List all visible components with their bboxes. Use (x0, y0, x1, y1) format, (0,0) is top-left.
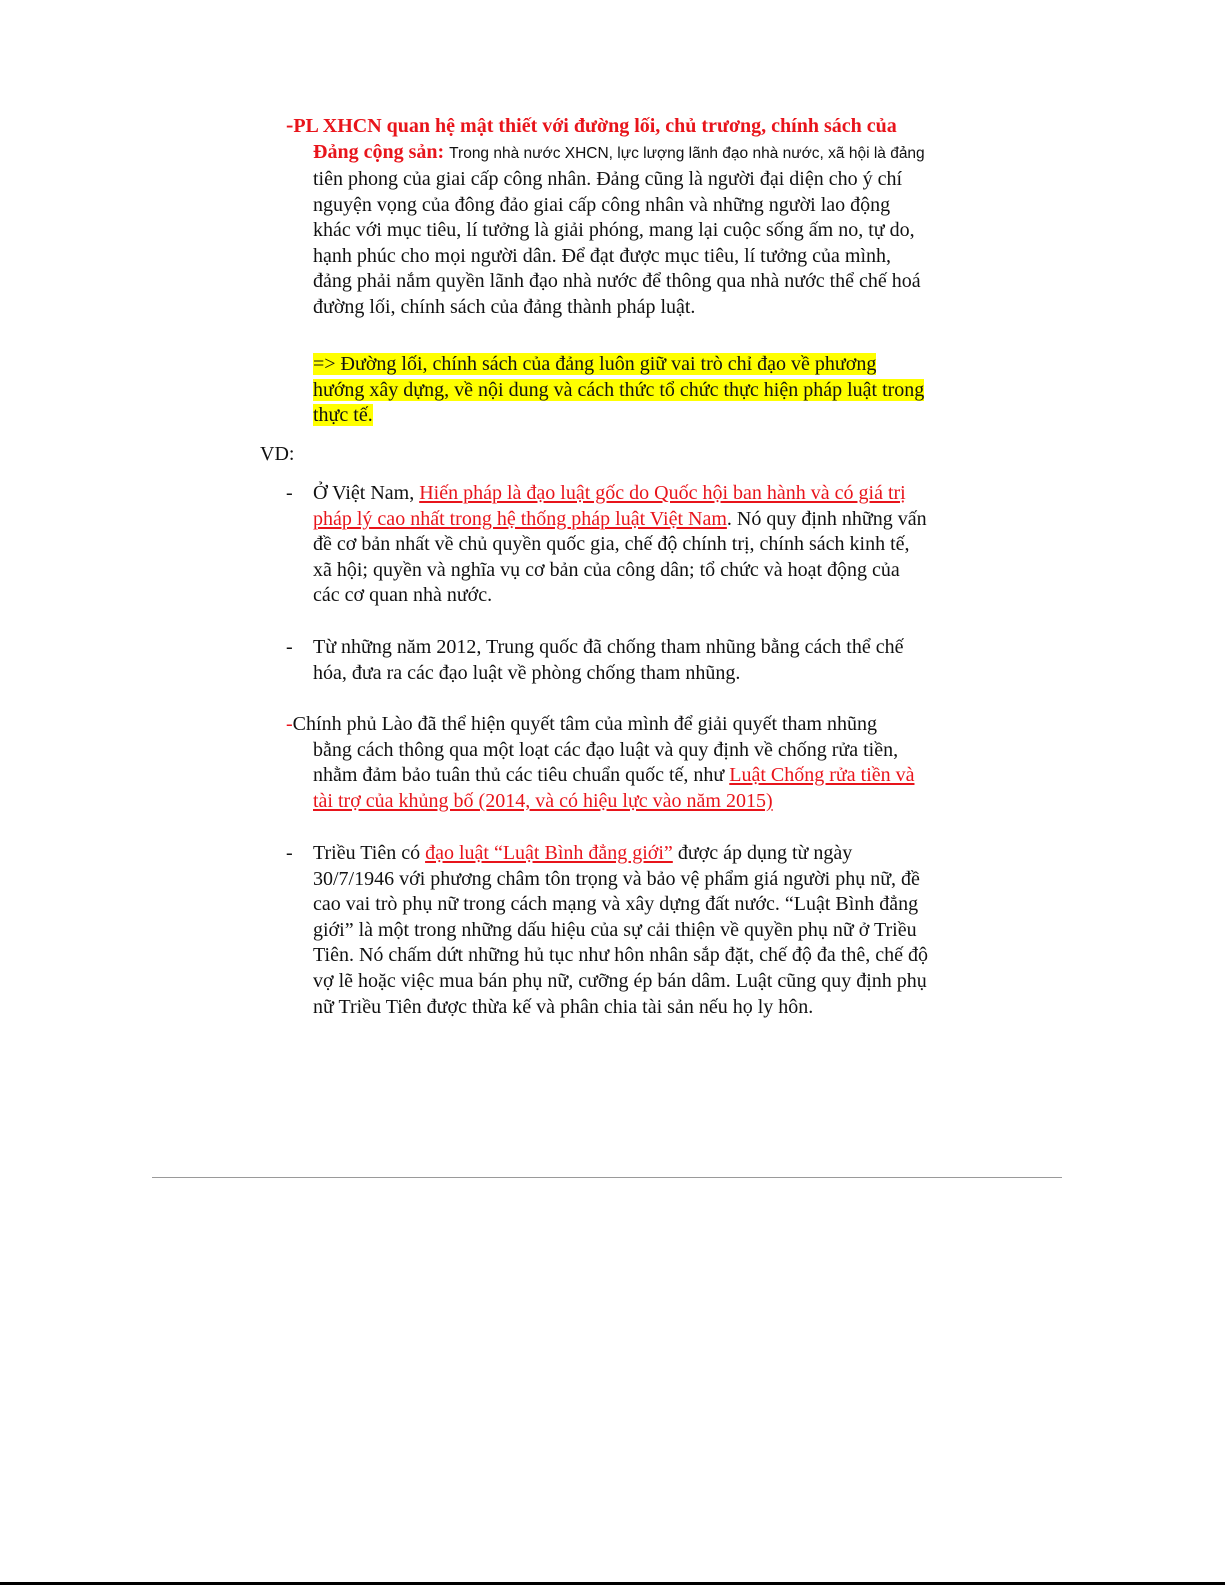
item-text: Ở Việt Nam, (313, 482, 420, 504)
page-divider (152, 1177, 1062, 1178)
item-line: xã hội; quyền và nghĩa vụ cơ bản của công dân; tổ chức và hoạt động của (313, 558, 900, 581)
item-line: cao vai trò phụ nữ trong cách mạng và xây dựng đất nước. “Luật Bình đẳng (313, 893, 919, 916)
list-dash: - (286, 842, 293, 864)
section-body (286, 167, 986, 321)
item-line: hóa, đưa ra các đạo luật về phòng chống tham nhũng. (313, 661, 741, 684)
heading-title: PL XHCN quan hệ mật thiết với đường lối, chủ trương, chính sách của (293, 115, 897, 137)
vd-label: VD: (260, 443, 295, 465)
item-line: 30/7/1946 với phương châm tôn trọng và bảo vệ phẩm giá người phụ nữ, đề (313, 867, 920, 890)
highlight-conclusion (313, 352, 993, 429)
item-line: các cơ quan nhà nước. (313, 584, 493, 607)
section-party-relation (286, 112, 986, 321)
heading-line-1 (286, 112, 986, 140)
highlight-line: thực tế. (313, 404, 373, 427)
list-item-vietnam (313, 481, 993, 609)
highlight-line: => Đường lối, chính sách của đảng luôn giữ vai trò chỉ đạo về phương (313, 353, 877, 375)
gender-equality-law-link[interactable]: đạo luật “Luật Bình đẳng giới” (425, 842, 673, 864)
item-line: bằng cách thông qua một loạt các đạo luật và quy định về chống rửa tiền, (313, 738, 899, 761)
body-line: khác với mục tiêu, lí tưởng là giải phóng, mang lại cuộc sống ấm no, tự do, (313, 219, 915, 242)
item-text: nhằm đảm bảo tuân thủ các tiêu chuẩn quốc tế, như (313, 764, 730, 787)
heading-dash: - (286, 112, 294, 137)
list-item-laos (286, 712, 986, 814)
list-dash: - (286, 482, 293, 504)
intro-sans-text: Trong nhà nước XHCN, lực lượng lãnh đạo nhà nước, xã hội là đảng (449, 145, 925, 163)
item-line: Từ những năm 2012, Trung quốc đã chống tham nhũng bằng cách thể chế (313, 636, 904, 658)
item-line: đề cơ bản nhất về chủ quyền quốc gia, chế độ chính trị, chính sách kinh tế, (313, 533, 910, 556)
item-text: Chính phủ Lào đã thể hiện quyết tâm của mình để giải quyết tham nhũng (292, 713, 877, 735)
constitution-link-cont[interactable]: pháp lý cao nhất trong hệ thống pháp luật Việt Nam (313, 507, 727, 530)
list-item-china (313, 635, 993, 686)
item-text: . Nó quy định những vấn (726, 507, 927, 530)
body-line: đảng phải nắm quyền lãnh đạo nhà nước để thông qua nhà nước thể chế hoá (313, 270, 921, 293)
list-dash-red: - (286, 713, 293, 735)
heading-line-2 (286, 140, 986, 167)
item-line: vợ lẽ hoặc việc mua bán phụ nữ, cưỡng ép bán dâm. Luật cũng quy định phụ (313, 969, 927, 992)
anti-money-laundering-link[interactable]: Luật Chống rửa tiền và (729, 764, 915, 787)
constitution-link[interactable]: Hiến pháp là đạo luật gốc do Quốc hội ban hành và có giá trị (419, 482, 906, 504)
item-line: nữ Triều Tiên được thừa kế và phân chia tài sản nếu họ ly hôn. (313, 995, 814, 1018)
body-line: hạnh phúc cho mọi người dân. Để đạt được mục tiêu, lí tưởng của mình, (313, 244, 892, 267)
body-line: nguyện vọng của đông đảo giai cấp công nhân và những người lao động (313, 193, 891, 216)
body-line: tiên phong của giai cấp công nhân. Đảng cũng là người đại diện cho ý chí (313, 167, 903, 190)
item-text: được áp dụng từ ngày (672, 842, 853, 864)
item-text: Triều Tiên có (313, 842, 426, 864)
item-line: giới” là một trong những dấu hiệu của sự cải thiện về quyền phụ nữ ở Triều (313, 918, 917, 941)
heading-title-cont: Đảng cộng sản: (313, 141, 445, 164)
list-dash: - (286, 636, 293, 658)
list-item-north-korea (313, 841, 993, 1020)
item-line: Tiên. Nó chấm dứt những hủ tục như hôn nhân sắp đặt, chế độ đa thê, chế độ (313, 944, 928, 967)
body-line: đường lối, chính sách của đảng thành pháp luật. (313, 295, 696, 318)
anti-money-laundering-link-cont[interactable]: tài trợ của khủng bố (2014, và có hiệu lực vào năm 2015) (313, 789, 773, 812)
highlight-line: hướng xây dựng, về nội dung và cách thức tổ chức thực hiện pháp luật trong (313, 378, 925, 401)
